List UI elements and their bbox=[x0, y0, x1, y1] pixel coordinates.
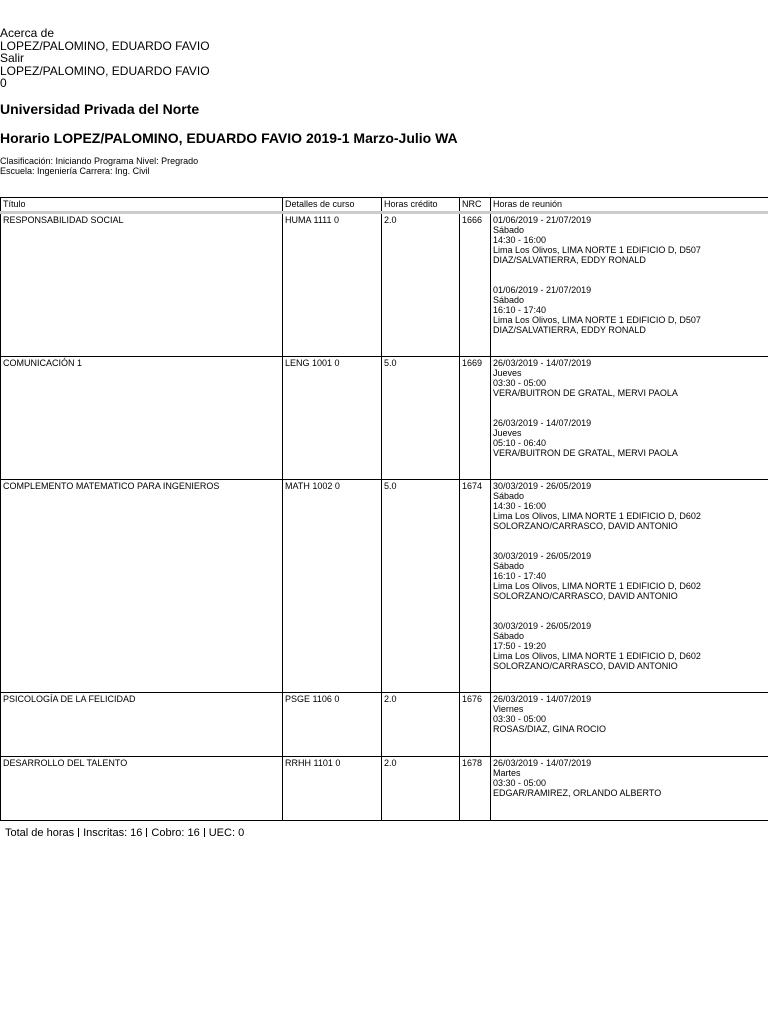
column-header-title[interactable]: Título bbox=[1, 198, 283, 213]
table-row bbox=[1, 480, 768, 693]
course-nrc: 1666 bbox=[460, 213, 491, 357]
meeting-block bbox=[493, 215, 766, 265]
meeting-dates: 26/03/2019 - 14/07/2019 bbox=[493, 694, 592, 704]
column-header-meetings[interactable]: Horas de reunión bbox=[491, 198, 768, 213]
about-link[interactable]: Acerca de bbox=[0, 26, 55, 40]
meeting-dates: 26/03/2019 - 14/07/2019 bbox=[493, 758, 592, 768]
meeting-dates: 30/03/2019 - 26/05/2019 bbox=[493, 621, 592, 631]
user-name-secondary: LOPEZ/PALOMINO, EDUARDO FAVIO bbox=[0, 63, 210, 78]
counter: 0 bbox=[0, 76, 7, 91]
table-row bbox=[1, 357, 768, 480]
meeting-time: 14:30 - 16:00 bbox=[493, 501, 547, 511]
meeting-block bbox=[493, 481, 766, 531]
meeting-location: Lima Los Olivos, LIMA NORTE 1 EDIFICIO D, D602 bbox=[493, 651, 701, 661]
user-name: LOPEZ/PALOMINO, EDUARDO FAVIO bbox=[0, 38, 210, 53]
meeting-time: 14:30 - 16:00 bbox=[493, 235, 547, 245]
enrolled-hours: Inscritas: 16 bbox=[83, 827, 143, 839]
meeting-day: Martes bbox=[493, 768, 521, 778]
meeting-block bbox=[493, 358, 766, 398]
meeting-dates: 30/03/2019 - 26/05/2019 bbox=[493, 551, 592, 561]
table-row bbox=[1, 757, 768, 821]
totals-bar bbox=[5, 827, 244, 839]
meeting-day: Jueves bbox=[493, 368, 522, 378]
course-details: HUMA 1111 0 bbox=[283, 213, 382, 357]
table-header-row bbox=[1, 198, 768, 213]
meeting-block bbox=[493, 418, 766, 458]
logout-link[interactable]: Salir bbox=[0, 51, 25, 66]
column-header-nrc[interactable]: NRC bbox=[460, 198, 491, 213]
university-title: Universidad Privada del Norte bbox=[0, 101, 200, 117]
meeting-day: Viernes bbox=[493, 704, 524, 714]
meeting-block bbox=[493, 285, 766, 335]
meeting-time: 16:10 - 17:40 bbox=[493, 305, 547, 315]
column-header-details[interactable]: Detalles de curso bbox=[283, 198, 382, 213]
table-row bbox=[1, 213, 768, 357]
meeting-time: 17:50 - 19:20 bbox=[493, 641, 547, 651]
top-navigation bbox=[0, 27, 210, 90]
meeting-instructor: VERA/BUITRON DE GRATAL, MERVI PAOLA bbox=[493, 388, 678, 398]
course-details: MATH 1002 0 bbox=[283, 480, 382, 693]
meeting-block bbox=[493, 694, 766, 734]
course-nrc: 1674 bbox=[460, 480, 491, 693]
meeting-location: Lima Los Olivos, LIMA NORTE 1 EDIFICIO D, D507 bbox=[493, 245, 701, 255]
table-row bbox=[1, 693, 768, 757]
course-nrc: 1678 bbox=[460, 757, 491, 821]
meeting-instructor: VERA/BUITRON DE GRATAL, MERVI PAOLA bbox=[493, 448, 678, 458]
meeting-location: Lima Los Olivos, LIMA NORTE 1 EDIFICIO D, D602 bbox=[493, 581, 701, 591]
course-title: PSICOLOGÍA DE LA FELICIDAD bbox=[1, 693, 283, 757]
course-title: DESARROLLO DEL TALENTO bbox=[1, 757, 283, 821]
total-hours-label: Total de horas bbox=[5, 827, 75, 839]
meeting-instructor: DIAZ/SALVATIERRA, EDDY RONALD bbox=[493, 325, 646, 335]
separator bbox=[78, 828, 79, 837]
meeting-instructor: ROSAS/DIAZ, GINA ROCIO bbox=[493, 724, 607, 734]
meeting-instructor: SOLORZANO/CARRASCO, DAVID ANTONIO bbox=[493, 521, 678, 531]
meeting-dates: 01/06/2019 - 21/07/2019 bbox=[493, 285, 592, 295]
course-credits: 2.0 bbox=[382, 693, 460, 757]
meeting-times bbox=[491, 480, 768, 693]
course-title: COMUNICACIÓN 1 bbox=[1, 357, 283, 480]
meeting-time: 03:30 - 05:00 bbox=[493, 378, 547, 388]
separator bbox=[146, 828, 147, 837]
meeting-dates: 01/06/2019 - 21/07/2019 bbox=[493, 215, 592, 225]
meeting-dates: 26/03/2019 - 14/07/2019 bbox=[493, 358, 592, 368]
student-info bbox=[0, 156, 198, 176]
schedule-title: Horario LOPEZ/PALOMINO, EDUARDO FAVIO 2019-1 Marzo-Julio WA bbox=[0, 130, 458, 146]
meeting-times bbox=[491, 757, 768, 821]
course-credits: 2.0 bbox=[382, 213, 460, 357]
course-credits: 5.0 bbox=[382, 357, 460, 480]
course-nrc: 1669 bbox=[460, 357, 491, 480]
meeting-location: Lima Los Olivos, LIMA NORTE 1 EDIFICIO D, D602 bbox=[493, 511, 701, 521]
meeting-day: Sábado bbox=[493, 491, 525, 501]
schedule-table bbox=[0, 197, 768, 821]
school-line: Escuela: Ingeniería Carrera: Ing. Civil bbox=[0, 166, 150, 176]
meeting-location: Lima Los Olivos, LIMA NORTE 1 EDIFICIO D, D507 bbox=[493, 315, 701, 325]
billing-hours: Cobro: 16 bbox=[151, 827, 200, 839]
meeting-block bbox=[493, 621, 766, 671]
course-title: RESPONSABILIDAD SOCIAL bbox=[1, 213, 283, 357]
meeting-instructor: SOLORZANO/CARRASCO, DAVID ANTONIO bbox=[493, 661, 678, 671]
meeting-day: Sábado bbox=[493, 561, 525, 571]
course-credits: 2.0 bbox=[382, 757, 460, 821]
meeting-block bbox=[493, 758, 766, 798]
meeting-time: 03:30 - 05:00 bbox=[493, 778, 547, 788]
meeting-day: Jueves bbox=[493, 428, 522, 438]
meeting-day: Sábado bbox=[493, 295, 525, 305]
meeting-dates: 26/03/2019 - 14/07/2019 bbox=[493, 418, 592, 428]
meeting-time: 05:10 - 06:40 bbox=[493, 438, 547, 448]
separator bbox=[204, 828, 205, 837]
meeting-dates: 30/03/2019 - 26/05/2019 bbox=[493, 481, 592, 491]
course-details: PSGE 1106 0 bbox=[283, 693, 382, 757]
meeting-times bbox=[491, 213, 768, 357]
meeting-day: Sábado bbox=[493, 225, 525, 235]
meeting-day: Sábado bbox=[493, 631, 525, 641]
meeting-times bbox=[491, 357, 768, 480]
course-title: COMPLEMENTO MATEMATICO PARA INGENIEROS bbox=[1, 480, 283, 693]
column-header-credits[interactable]: Horas crédito bbox=[382, 198, 460, 213]
meeting-block bbox=[493, 551, 766, 601]
ceu-hours: UEC: 0 bbox=[208, 827, 245, 839]
course-nrc: 1676 bbox=[460, 693, 491, 757]
course-credits: 5.0 bbox=[382, 480, 460, 693]
meeting-time: 16:10 - 17:40 bbox=[493, 571, 547, 581]
meeting-instructor: DIAZ/SALVATIERRA, EDDY RONALD bbox=[493, 255, 646, 265]
meeting-instructor: EDGAR/RAMIREZ, ORLANDO ALBERTO bbox=[493, 788, 662, 798]
meeting-instructor: SOLORZANO/CARRASCO, DAVID ANTONIO bbox=[493, 591, 678, 601]
classification-line: Clasificación: Iniciando Programa Nivel: Pregrado bbox=[0, 156, 199, 166]
meeting-times bbox=[491, 693, 768, 757]
meeting-time: 03:30 - 05:00 bbox=[493, 714, 547, 724]
course-details: RRHH 1101 0 bbox=[283, 757, 382, 821]
course-details: LENG 1001 0 bbox=[283, 357, 382, 480]
